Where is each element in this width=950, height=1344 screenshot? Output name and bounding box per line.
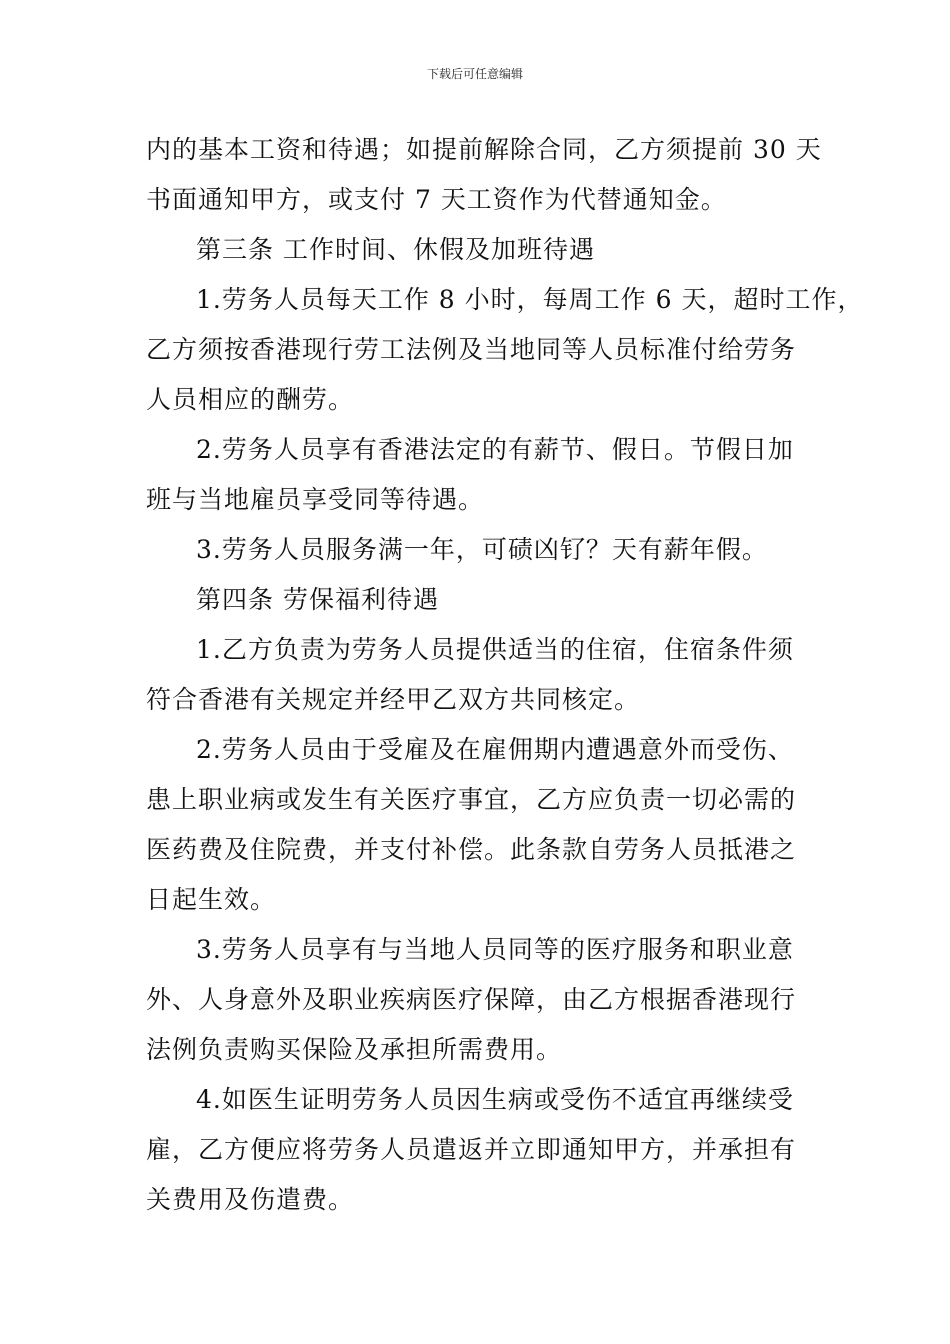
paragraph-article-4-item-3 [146,925,836,1075]
text-line: 乙方须按香港现行劳工法例及当地同等人员标准付给劳务 [146,335,797,364]
text-line: 患上职业病或发生有关医疗事宜，乙方应负责一切必需的 [146,785,797,814]
text-line: 2.劳务人员由于受雇及在雇佣期内遭遇意外而受伤、 [196,735,794,764]
text-line: 内的基本工资和待遇；如提前解除合同，乙方须提前 30 天 [146,135,822,164]
text-line: 书面通知甲方，或支付 7 天工资作为代替通知金。 [146,185,727,214]
text-line: 人员相应的酬劳。 [146,385,355,414]
heading-line: 第四条 劳保福利待遇 [196,585,439,614]
text-line: 雇，乙方便应将劳务人员遣返并立即通知甲方，并承担有 [146,1135,797,1164]
text-line: 4.如医生证明劳务人员因生病或受伤不适宜再继续受 [196,1085,794,1114]
heading-line: 第三条 工作时间、休假及加班待遇 [196,235,595,264]
text-line: 1.劳务人员每天工作 8 小时，每周工作 6 天，超时工作， [196,285,864,314]
text-line: 2.劳务人员享有香港法定的有薪节、假日。节假日加 [196,435,794,464]
section-heading-article-3 [146,225,836,275]
text-line: 外、人身意外及职业疾病医疗保障，由乙方根据香港现行 [146,985,797,1014]
paragraph-article-3-item-1 [146,275,864,425]
text-line: 3.劳务人员服务满一年，可碛凶钌？天有薪年假。 [196,535,768,564]
page-header: 下载后可任意编辑 [426,67,523,81]
text-line: 日起生效。 [146,885,277,914]
document-body [146,125,864,1225]
text-line: 法例负责购买保险及承担所需费用。 [146,1035,563,1064]
paragraph-contract-termination [146,125,836,225]
text-line: 符合香港有关规定并经甲乙双方共同核定。 [146,685,641,714]
text-line: 关费用及伤遣费。 [146,1185,355,1214]
text-line: 医药费及住院费，并支付补偿。此条款自劳务人员抵港之 [146,835,797,864]
paragraph-article-4-item-1 [146,625,836,725]
paragraph-article-4-item-2 [146,725,836,925]
text-line: 1.乙方负责为劳务人员提供适当的住宿，住宿条件须 [196,635,794,664]
text-line: 3.劳务人员享有与当地人员同等的医疗服务和职业意 [196,935,794,964]
paragraph-article-4-item-4 [146,1075,836,1225]
paragraph-article-3-item-3 [146,525,836,575]
text-line: 班与当地雇员享受同等待遇。 [146,485,485,514]
paragraph-article-3-item-2 [146,425,836,525]
section-heading-article-4 [146,575,836,625]
